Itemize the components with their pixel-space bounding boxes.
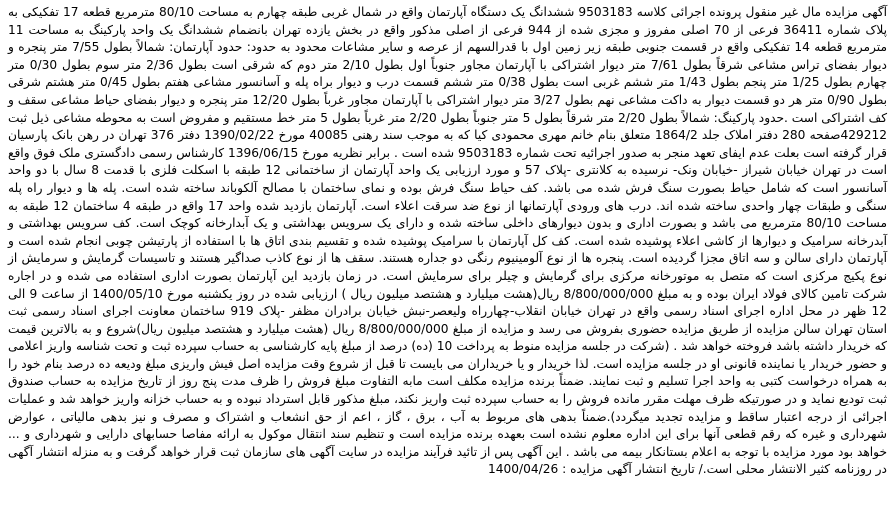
auction-notice-body: آگهی مزایده مال غیر منقول پرونده اجرائی کلاسه 9503183 ششدانگ یک دستگاه آپارتمان واقع در شمال غربی طبقه چهارم به مساحت 80/10 مترمربع قطعه 17 تفکیکی به پلاک شماره 36411 فرعی از 70 اصلی مفروز و مجزی شده از 944 فرعی از اصلی مذکور واقع در بخش یازده تهران بانضمام ششدانگ یک واحد پارکینگ به مساحت 11 مترمربع قطعه 14 تفکیکی واقع در قسمت جنوبی طبقه زیر زمین اول با قدرالسهم از عرصه و سایر مشاعات محدود به حدود: حدود آپارتمان: شمالاً بطول 7/55 متر پنجره و دیوار بفضای تراس مشاعی شرقاً بطول 7/61 متر دیوار اشتراکی با آپارتمان مجاور جنوباً اول بطول 2/10 متر دوم که شرقی است بطول 2/36 متر سوم بطول 0/30 متر چهارم بطول 1/25 متر پنجم بطول 1/43 متر ششم غربی است بطول 0/38 متر ششم قسمت درب و دیوار براه پله و آسانسور مشاعی هفتم بطول 0/45 متر هشتم شرقی بطول 0/90 متر هر دو قسمت دیوار به داکت مشاعی نهم بطول 3/27 متر دیوار اشتراکی با آپارتمان مجاور غرباً بطول 12/20 متر پنجره و دیوار بفضای حیاط مشاعی سقف و کف اشتراکی است .حدود پارکینگ: شمالاً بطول 2/20 متر شرقاً بطول 5 متر جنوباً بطول 2/20 متر غرباً بطول 5 متر خط مستقیم و مفروض است به محوطه مشاعی ذیل ثبت 429212صفحه 280 دفتر املاک جلد 1864/2 متعلق بنام خانم مهری محمودی کیا که به موجب سند رهنی 40085 مورخ 1390/02/22 دفتر 376 تهران در رهن بانک پارسیان قرار گرفته است بعلت عدم ایفای تعهد منجر به صدور اجرائیه تحت شماره 9503183 شده است . برابر نظریه مورخ 1396/06/15 کارشناس رسمی دادگستری ملک فوق واقع است در تهران خیابان شیراز -خیابان ونک- نرسیده به کلانتری -پلاک 57 و مورد ارزیابی یک واحد آپارتمان از ساختمانی 12 طبقه با اسکلت فلزی با قدمت 8 سال با دو واحد آسانسور است که شامل حیاط بصورت سنگ فرش شده می باشد. کف حیاط سنگ فرش بوده و نمای ساختمان با مصالح آلکوباند ساخته شده است. پله ها و دیوار راه پله سنگی و طبقات چهار واحدی ساخته شده اند. درب های ورودی آپارتمانها از نوع ضد سرقت اعلاء است. آپارتمان بازدید شده واحد 17 واقع در طبقه 4 ساختمان 12 طبقه به مساحت 80/10 مترمربع می باشد و بصورت اداری و بدون دیوارهای داخلی ساخته شده و دارای یک سرویس بهداشتی و یک آبدارخانه کوچک است. کف سرویس بهداشتی و آبدرخانه سرامیک و دیوارها از کاشی اعلاء پوشیده شده است. کف کل آپارتمان با سرامیک پوشیده شده و تقسیم بندی اتاق ها با استفاده از پارتیشن چوبی انجام شده است و آپارتمان دارای سالن و سه اتاق مجزا گردیده است. پنجره ها از نوع آلومینیوم رنگی دو جداره هستند. سقف ها از نوع کاذب صداگیر هستند و تاسیسات گرمایش و سرمایش از نوع پکیج مرکزی است که متصل به موتورخانه مرکزی برای گرمایش و چیلر برای سرمایش است. در زمان بازدید این آپارتمان بصورت اداری استفاده می شده و در اجاره شرکت تامین کالای فولاد ایران بوده و به مبلغ 8/800/000/000 ریال(هشت میلیارد و هشتصد میلیون ریال ) ارزیابی شده در روز یکشنبه مورخ 1400/05/10 از ساعت 9 الی 12 ظهر در محل اداره اجرای اسناد رسمی واقع در تهران خیابان انقلاب-چهارراه ولیعصر-نبش خیابان برادران مظفر -پلاک 919 ساختمان معاونت اجرای اسناد رسمی ثبت استان تهران سالن مزایده از طریق مزایده حضوری بفروش می رسد و مزایده از مبلغ 8/800/000/000 ریال (هشت میلیارد و هشتصد میلیون ریال)شروع و به بالاترین قیمت که خریدار داشته باشد فروخته خواهد شد . (شرکت در جلسه مزایده منوط به پرداخت 10 (ده) درصد از مبلغ پایه کارشناسی به حساب سپرده ثبت و تحت شناسه واریز اعلامی و حضور خریدار یا نماینده قانونی او در جلسه مزایده است. لذا خریدار و یا خریداران می بایست تا قبل از شروع وقت مزایده اصل فیش واریزی مبلغ ودیعه ده درصد بنام خود را به همراه درخواست کتبی به واحد اجرا تسلیم و ثبت نمایند. ضمناً برنده مزایده مکلف است مابه التفاوت مبلغ فروش را ظرف مدت پنج روز از تاریخ مزایده به حساب صندوق ثبت تودیع نماید و در صورتیکه ظرف مهلت مقرر مانده فروش را به حساب سپرده ثبت واریز نکند، مبلغ مذکور قابل استرداد نبوده و به حساب خزانه واریز خواهد شد و عملیات اجرائی از درجه اعتبار ساقط و مزایده تجدید میگردد).ضمناً بدهی های مربوط به آب ، برق ، گاز ، اعم از حق انشعاب و اشتراک و مصرف و نیز بدهی مالیاتی ، عوارض شهرداری و غیره که رقم قطعی آنها برای این اداره معلوم نشده است بعهده برنده مزایده است و تنظیم سند انتقال موکول به ارائه مفاصا حسابهای دارایی و شهرداری و ... خواهد بود مورد مزایده با توجه به اعلام بستانکار بیمه می باشد . این آگهی پس از تائید فرآیند مزایده در سایت آگهی های سازمان ثبت قرار خواهد گرفت و به منزله انتشار آگهی در روزنامه کثیر الانتشار محلی است./ تاریخ انتشار آگهی مزایده : 1400/04/26 [8, 5, 888, 477]
auction-notice-text [8, 4, 887, 479]
